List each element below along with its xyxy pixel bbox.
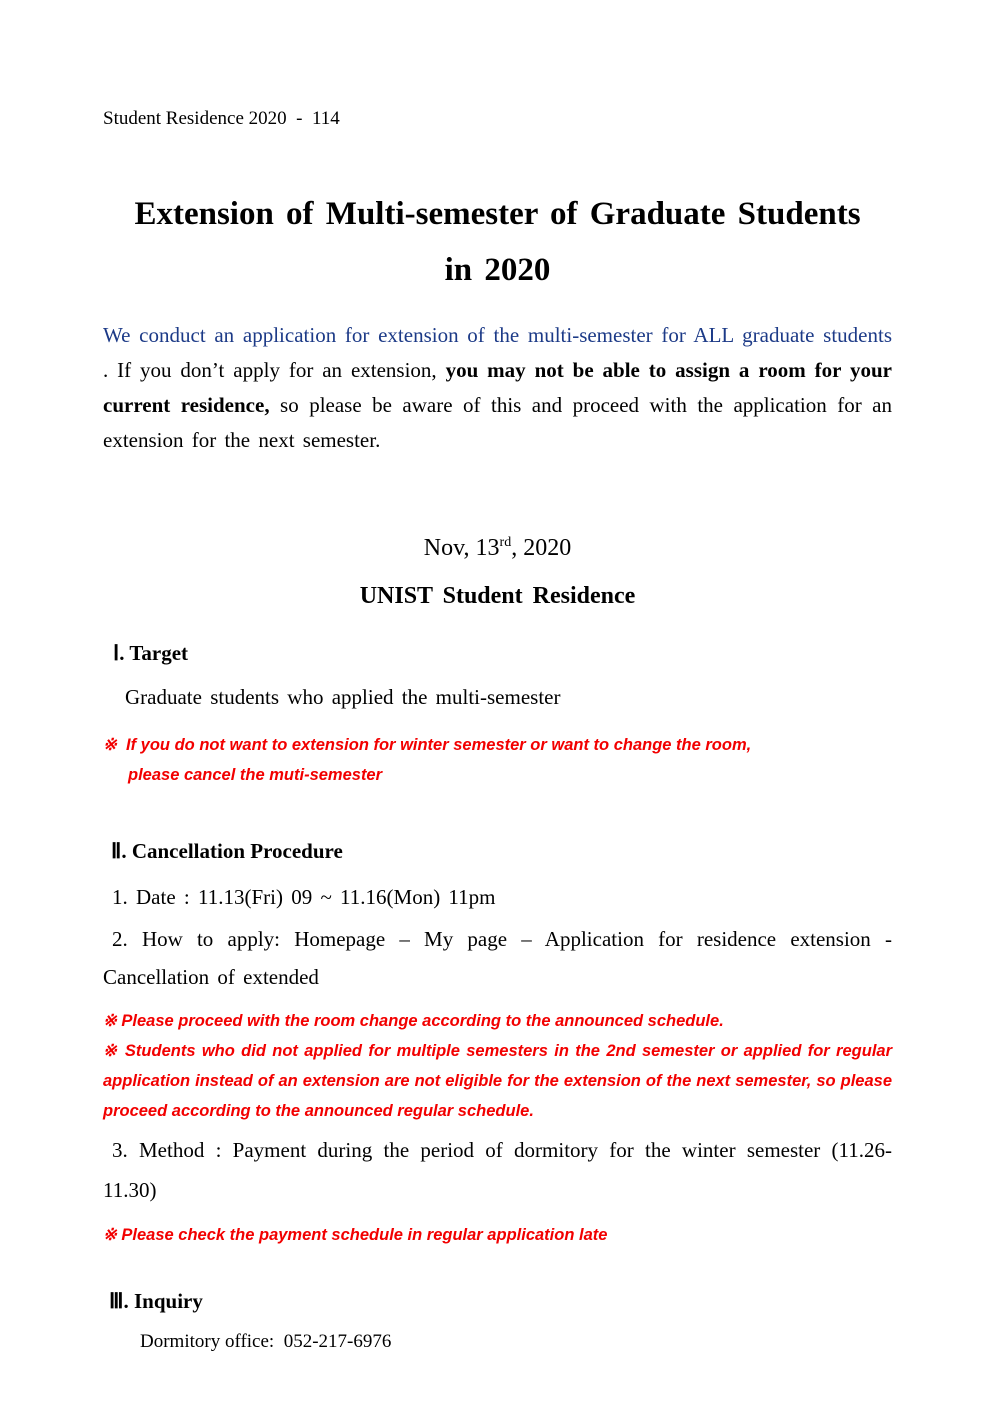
date-superscript: rd	[499, 535, 512, 550]
page-title	[103, 186, 892, 298]
section-target-heading: Ⅰ. Target	[113, 641, 189, 665]
section-cancellation-heading: Ⅱ. Cancellation Procedure	[111, 839, 343, 863]
title-line-2: in 2020	[444, 252, 551, 288]
target-note-line-2: please cancel the muti-semester	[128, 766, 383, 784]
date-main: Nov, 13	[423, 535, 500, 561]
date-tail: , 2020	[511, 535, 572, 561]
doc-number: Student Residence 2020 - 114	[103, 108, 340, 129]
intro-paragraph	[103, 318, 892, 458]
target-note	[103, 730, 892, 790]
inquiry-contact: Dormitory office: 052-217-6976	[140, 1331, 392, 1352]
intro-text-plain-1: . If you don’t apply for an extension,	[103, 358, 446, 382]
cancellation-method-item: 3. Method : Payment during the period of dormitory for the winter semester (11.26-11.30)	[103, 1138, 892, 1202]
intro-text-plain-2: so please be aware of this and proceed with the application for an extension for the next semester.	[103, 393, 892, 452]
target-body: Graduate students who applied the multi-semester	[125, 685, 561, 709]
note-eligibility: ※ Students who did not applied for multiple semesters in the 2nd semester or applied for regular application instead of an extension are not eligible for the extension of the next semester, so please proceed according to the announced regular schedule.	[103, 1042, 892, 1120]
target-note-line-1: ※ If you do not want to extension for winter semester or want to change the room,	[103, 736, 752, 754]
intro-text-blue: We conduct an application for extension of the multi-semester for ALL graduate students	[103, 323, 892, 347]
section-inquiry-heading: Ⅲ. Inquiry	[109, 1289, 203, 1313]
org-name: UNIST Student Residence	[359, 583, 636, 609]
cancellation-date-item: 1. Date : 11.13(Fri) 09 ~ 11.16(Mon) 11pm	[112, 885, 496, 909]
note-room-change: ※ Please proceed with the room change according to the announced schedule.	[103, 1012, 724, 1030]
date-line	[103, 532, 892, 564]
intro-text-bold: you may not be able to assign a room for your current residence,	[103, 358, 892, 417]
note-payment-schedule: ※ Please check the payment schedule in regular application late	[103, 1226, 608, 1244]
cancellation-howto-item: 2. How to apply: Homepage – My page – Application for residence extension - Cancellation of extended	[103, 927, 892, 989]
title-line-1: Extension of Multi-semester of Graduate Students	[134, 196, 861, 232]
